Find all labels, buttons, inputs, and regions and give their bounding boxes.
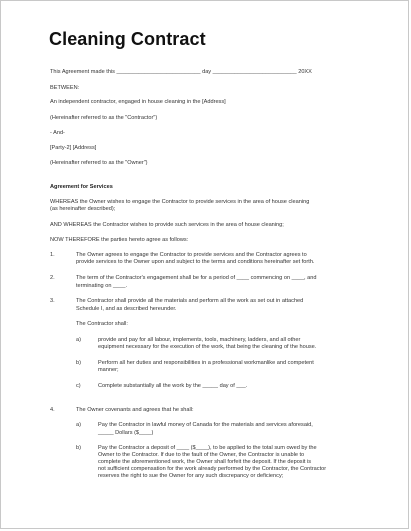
clause-4b-line-5: reserves the right to sue the Owner for any such discrepancy or deficiency; — [98, 473, 284, 479]
party2-line: [Party-2] [Address] — [50, 145, 97, 151]
clause-3c-line-1: Complete substantially all the work by the _____ day of ___. — [98, 383, 248, 389]
clause-4b-number: b) — [76, 445, 81, 451]
clause-1-line-2: provide services to the Owner upon and subject to the terms and conditions hereinafter set forth. — [76, 259, 315, 265]
clause-3b-number: b) — [76, 360, 81, 366]
whereas-1-line-2: (as hereinafter described); — [50, 206, 116, 212]
clause-3c-number: c) — [76, 383, 81, 389]
clause-4a-line-1: Pay the Contractor in lawful money of Canada for the materials and services aforesaid, — [98, 422, 313, 428]
and-separator: - And- — [50, 130, 65, 136]
clause-2-line-2: terminating on ____. — [76, 283, 127, 289]
clause-3a-number: a) — [76, 337, 81, 343]
clause-3-number: 3. — [50, 298, 55, 304]
party1-reference: (Hereinafter referred to as the "Contractor") — [50, 115, 158, 121]
clause-4-number: 4. — [50, 407, 55, 413]
clause-2-line-1: The term of the Contractor's engagement shall be for a period of ____ commencing on ____, and — [76, 275, 317, 281]
clause-3a-line-1: provide and pay for all labour, implements, tools, machinery, ladders, and all other — [98, 337, 301, 343]
agreement-date-line: This Agreement made this ___________________________ day ___________________________ 20XX — [50, 69, 312, 75]
clause-2-number: 2. — [50, 275, 55, 281]
whereas-1-line-1: WHEREAS the Owner wishes to engage the Contractor to provide services in the area of house cleaning — [50, 199, 310, 205]
document-title: Cleaning Contract — [49, 29, 206, 49]
now-therefore: NOW THEREFORE the parties hereto agree as follows: — [50, 237, 189, 243]
clause-3-line-2: Schedule I, and as described hereunder. — [76, 306, 177, 312]
clause-3b-line-2: manner; — [98, 367, 119, 373]
clause-1-number: 1. — [50, 252, 55, 258]
clause-4b-line-3: complete the aforementioned work, the Owner shall forfeit the deposit. If the deposit is — [98, 459, 311, 465]
clause-3b-line-1: Perform all her duties and responsibilities in a professional workmanlike and competent — [98, 360, 314, 366]
section-heading: Agreement for Services — [50, 184, 113, 190]
clause-4a-number: a) — [76, 422, 81, 428]
party1-line: An independent contractor, engaged in house cleaning in the [Address] — [50, 99, 226, 105]
clause-4b-line-1: Pay the Contractor a deposit of ____ ($____), to be applied to the total sum owed by the — [98, 445, 317, 451]
clause-4b-line-4: not sufficient compensation for the work already performed by the Contractor, the Contractor — [98, 466, 327, 472]
clause-4a-line-2: _____ Dollars ($____) — [98, 430, 154, 436]
party2-reference: (Hereinafter referred to as the "Owner") — [50, 160, 148, 166]
between-label: BETWEEN: — [50, 85, 80, 91]
clause-3-subheading: The Contractor shall: — [76, 321, 128, 327]
clause-1-line-1: The Owner agrees to engage the Contractor to provide services and the Contractor agrees to — [76, 252, 307, 258]
clause-3a-line-2: equipment necessary for the execution of the work, that being the cleaning of the house. — [98, 344, 317, 350]
clause-4b-line-2: Owner to the Contractor. If due to the fault of the Owner, the Contractor is unable to — [98, 452, 305, 458]
whereas-2: AND WHEREAS the Contractor wishes to provide such services in the area of house cleaning; — [50, 222, 284, 228]
clause-3-line-1: The Contractor shall provide all the materials and perform all the work as set out in attached — [76, 298, 304, 304]
clause-4-line-1: The Owner covenants and agrees that he shall: — [76, 407, 194, 413]
